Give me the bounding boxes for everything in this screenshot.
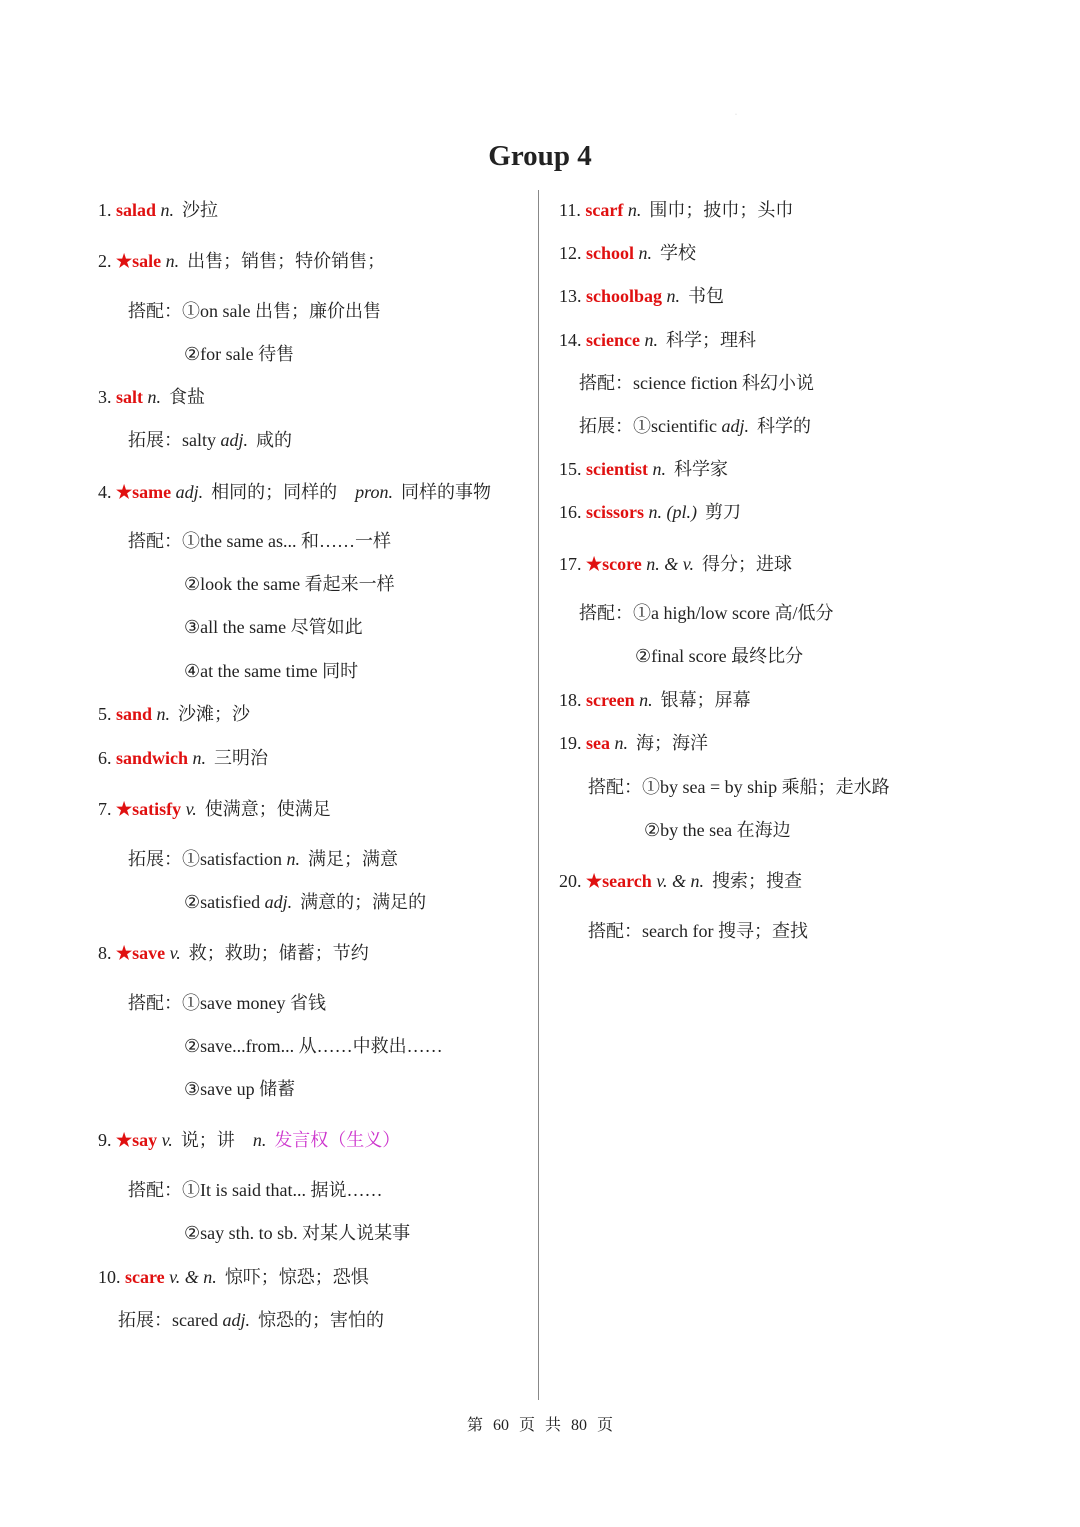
collocation-line: ②for sale 待售 (184, 344, 295, 364)
entry-search: 20. ★search v. & n. 搜索；搜查 (559, 871, 802, 891)
collocation-line: 搭配：①It is said that... 据说…… (128, 1180, 383, 1200)
headword: school (586, 243, 635, 263)
star-icon: ★ (116, 799, 133, 819)
star-icon: ★ (586, 554, 603, 574)
entry-salad: 1. salad n. 沙拉 (98, 200, 219, 220)
collocation-line: ②look the same 看起来一样 (184, 574, 395, 594)
headword: science (586, 330, 640, 350)
entry-satisfy: 7. ★satisfy v. 使满意；使满足 (98, 799, 331, 819)
entry-same: 4. ★same adj. 相同的；同样的 pron. 同样的事物 (98, 482, 491, 502)
entry-scientist: 15. scientist n. 科学家 (559, 459, 728, 479)
entry-screen: 18. screen n. 银幕；屏幕 (559, 690, 751, 710)
entry-salt: 3. salt n. 食盐 (98, 387, 205, 407)
entry-say: 9. ★say v. 说；讲 n. 发言权（生义） (98, 1130, 401, 1150)
page-footer: 第 60 页 共 80 页 (466, 1417, 613, 1434)
extension-line: 拓展：①satisfaction n. 满足；满意 (128, 849, 398, 869)
collocation-line: 搭配：search for 搜寻；查找 (588, 921, 808, 941)
collocation-line: 搭配：①by sea = by ship 乘船；走水路 (588, 777, 890, 797)
headword: scarf (585, 200, 624, 220)
entry-scare: 10. scare v. & n. 惊吓；惊恐；恐惧 (98, 1267, 369, 1287)
headword: sandwich (116, 748, 189, 768)
collocation-line: 搭配：①on sale 出售；廉价出售 (128, 301, 381, 321)
extension-line: 拓展：①scientific adj. 科学的 (579, 416, 811, 436)
headword: ★sale (116, 251, 162, 271)
collocation-line: ②final score 最终比分 (635, 646, 804, 666)
headword: schoolbag (586, 286, 663, 306)
page-title: Group 4 (488, 140, 592, 172)
collocation-line: 搭配：science fiction 科幻小说 (579, 373, 814, 393)
headword: ★say (116, 1130, 158, 1150)
entry-schoolbag: 13. schoolbag n. 书包 (559, 286, 725, 306)
headword: sand (116, 704, 153, 724)
collocation-line: ②say sth. to sb. 对某人说某事 (184, 1223, 411, 1243)
headword: scientist (586, 459, 648, 479)
entry-sea: 19. sea n. 海；海洋 (559, 733, 708, 753)
collocation-line: ②save...from... 从……中救出…… (184, 1036, 443, 1056)
entry-scarf: 11. scarf n. 围巾；披巾；头巾 (559, 200, 794, 220)
headword: salt (116, 387, 143, 407)
headword: ★same (116, 482, 172, 502)
star-icon: ★ (116, 943, 133, 963)
headword: screen (586, 690, 635, 710)
collocation-line: ④at the same time 同时 (184, 661, 359, 681)
star-icon: ★ (116, 482, 133, 502)
headword: scare (125, 1267, 165, 1287)
headword: ★score (586, 554, 642, 574)
star-icon: ★ (586, 871, 603, 891)
extension-line: 拓展：salty adj. 咸的 (128, 430, 293, 450)
collocation-line: 搭配：①a high/low score 高/低分 (579, 603, 834, 623)
entry-scissors: 16. scissors n. (pl.) 剪刀 (559, 502, 741, 522)
column-divider (538, 190, 539, 1400)
headword: salad (116, 200, 157, 220)
headword: ★save (116, 943, 166, 963)
entry-sand: 5. sand n. 沙滩；沙 (98, 704, 251, 724)
extension-line: ②satisfied adj. 满意的；满足的 (184, 892, 427, 912)
collocation-line: ③save up 储蓄 (184, 1079, 296, 1099)
collocation-line: ③all the same 尽管如此 (184, 617, 363, 637)
star-icon: ★ (116, 1130, 133, 1150)
entry-sale: 2. ★sale n. 出售；销售；特价销售； (98, 251, 386, 271)
headword: ★satisfy (116, 799, 182, 819)
new-meaning-note: 发言权（生义） (274, 1130, 401, 1150)
entry-science: 14. science n. 科学；理科 (559, 330, 756, 350)
entry-score: 17. ★score n. & v. 得分；进球 (559, 554, 792, 574)
entry-school: 12. school n. 学校 (559, 243, 697, 263)
page-mark: · (735, 112, 737, 118)
entry-sandwich: 6. sandwich n. 三明治 (98, 748, 269, 768)
headword: ★search (586, 871, 652, 891)
headword: sea (586, 733, 610, 753)
collocation-line: ②by the sea 在海边 (644, 820, 791, 840)
star-icon: ★ (116, 251, 133, 271)
collocation-line: 搭配：①the same as... 和……一样 (128, 531, 391, 551)
collocation-line: 搭配：①save money 省钱 (128, 993, 326, 1013)
headword: scissors (586, 502, 644, 522)
entry-save: 8. ★save v. 救；救助；储蓄；节约 (98, 943, 369, 963)
extension-line: 拓展：scared adj. 惊恐的；害怕的 (118, 1310, 384, 1330)
